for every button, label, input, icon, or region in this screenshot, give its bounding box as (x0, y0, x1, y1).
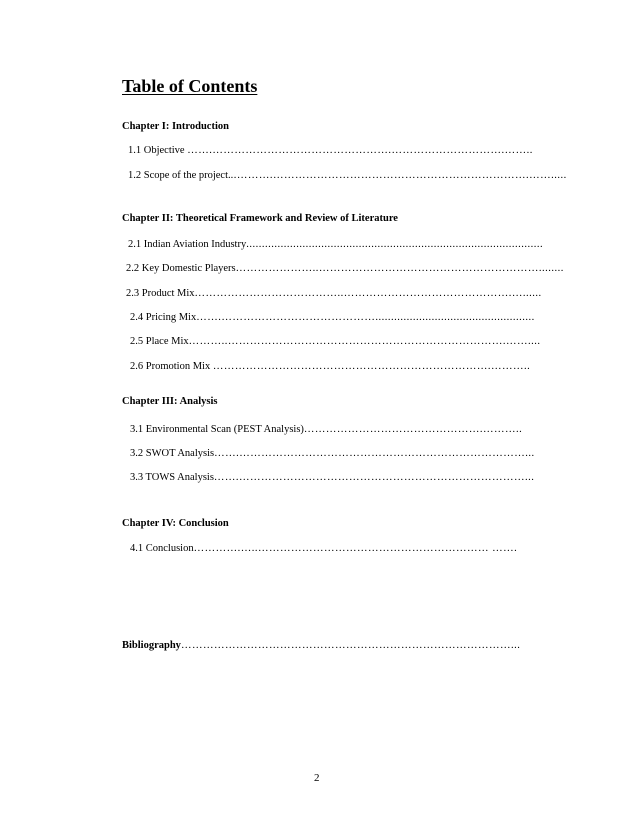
toc-entry-leader: ………………………………………….……….. (303, 424, 523, 435)
toc-entry-label: 3.1 Environmental Scan (PEST Analysis) (130, 424, 304, 435)
toc-entry-leader: …….………………………………………….………………………….…….. (187, 145, 533, 156)
chapter-heading: Chapter IV: Conclusion (122, 518, 229, 529)
toc-entry-leader: …….……………………………………................................................... (196, 312, 535, 323)
toc-entry (128, 239, 544, 250)
toc-entry (130, 361, 531, 372)
chapter-heading: Chapter I: Introduction (122, 121, 229, 132)
toc-entry-label: 2.1 Indian Aviation Industry (128, 239, 247, 250)
toc-entry-label: 4.1 Conclusion (130, 543, 194, 554)
toc-entry (130, 336, 541, 347)
toc-entry (126, 263, 564, 274)
chapter-heading: Chapter II: Theoretical Framework and Review of Literature (122, 213, 398, 224)
toc-entry (126, 288, 542, 299)
toc-entry-leader: ………….…..……………………………………………………… ……. (193, 543, 518, 554)
toc-entry-leader: ………………………………………………………………………………... (180, 640, 521, 651)
toc-entry (130, 472, 535, 483)
toc-entry-label: 2.3 Product Mix (126, 288, 195, 299)
toc-entry-label: 2.4 Pricing Mix (130, 312, 197, 323)
page-title: Table of Contents (122, 76, 258, 96)
toc-entry-leader: ………………………………………………………………….……….. (212, 361, 531, 372)
toc-entry-label: 2.2 Key Domestic Players (126, 263, 236, 274)
toc-entry-bibliography (122, 640, 521, 651)
toc-entry-leader: …………………………………..……………………………………….…...... (194, 288, 542, 299)
toc-entry (130, 543, 518, 554)
toc-entry-label: 3.3 TOWS Analysis (130, 472, 214, 483)
toc-entry-leader: …….……………………………………………………………………... (213, 472, 535, 483)
toc-entry (128, 170, 567, 181)
toc-entry-leader: ............................................................................................... (246, 239, 544, 250)
chapter-heading: Chapter III: Analysis (122, 396, 218, 407)
toc-entry-label: 1.2 Scope of the project. (128, 170, 231, 181)
toc-entry-label: 2.5 Place Mix (130, 336, 189, 347)
toc-entry (130, 424, 523, 435)
toc-entry (128, 145, 533, 156)
toc-entry-label: 1.1 Objective (128, 145, 188, 156)
toc-entry-leader: ………..………………………………………………………………….…….... (188, 336, 541, 347)
toc-entry-label: 2.6 Promotion Mix (130, 361, 213, 372)
bibliography-label: Bibliography (122, 640, 181, 651)
page-number: 2 (314, 772, 320, 784)
toc-entry-leader: ..……….…………………………………………………………….……..... (230, 170, 567, 181)
toc-entry-label: 3.2 SWOT Analysis (130, 448, 215, 459)
toc-entry-leader: …….……………………………………………………………………... (214, 448, 535, 459)
toc-entry-leader: …………………..……………………………………………………........ (235, 263, 564, 274)
toc-entry (130, 312, 535, 323)
toc-entry (130, 448, 535, 459)
